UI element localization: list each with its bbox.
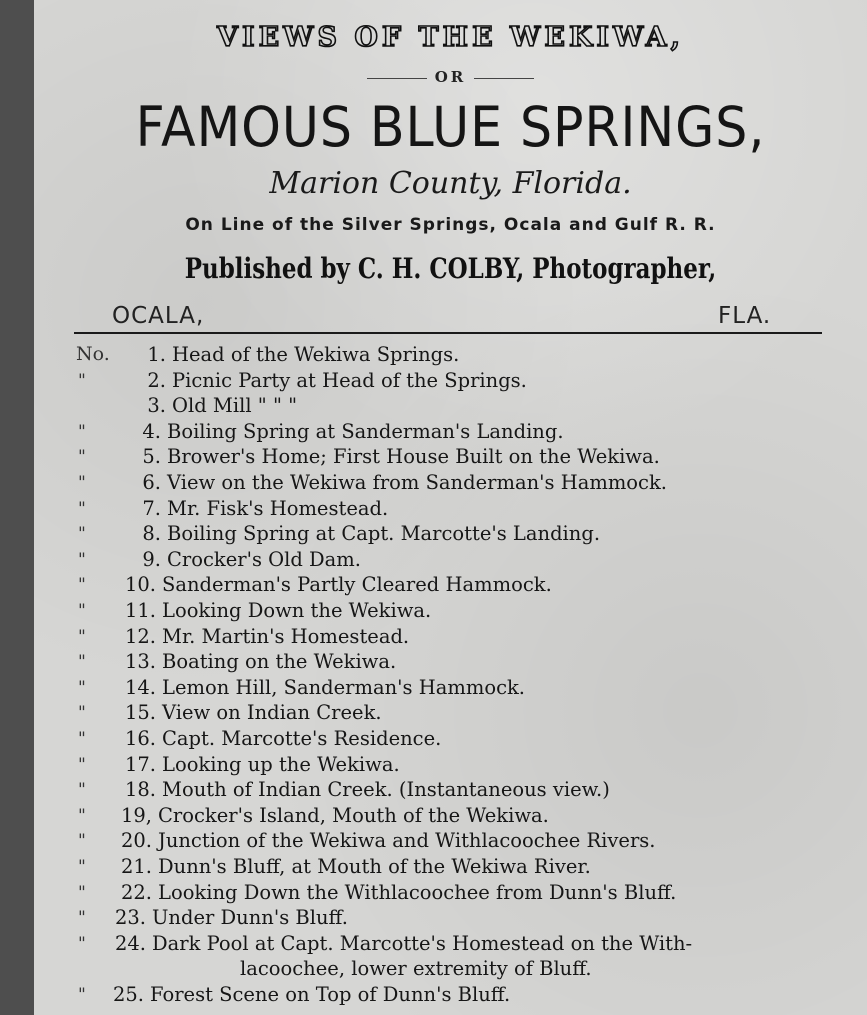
item-number: 7. (142, 496, 161, 520)
item-title: Mr. Fisk's Homestead. (167, 496, 389, 520)
item-number: 3. (147, 394, 166, 418)
list-item (34, 394, 867, 420)
item-number: 15. (124, 701, 156, 725)
ditto-mark: " (78, 908, 86, 929)
item-number: 17. (124, 752, 156, 776)
list-item (34, 829, 867, 855)
item-title: Lemon Hill, Sanderman's Hammock. (162, 675, 526, 699)
item-title: Junction of the Wekiwa and Withlacoochee Rivers. (158, 829, 656, 853)
list-item (34, 625, 867, 651)
ditto-mark: " (78, 703, 86, 724)
item-number: 9. (142, 547, 161, 571)
item-number: 5. (142, 445, 161, 469)
item-title: Crocker's Old Dam. (167, 547, 362, 571)
item-title: Picnic Party at Head of the Springs. (172, 368, 527, 392)
ditto-mark: " (78, 473, 86, 493)
item-title: Under Dunn's Bluff. (152, 906, 348, 930)
item-title: Boiling Spring at Sanderman's Landing. (167, 419, 564, 443)
item-title: View on the Wekiwa from Sanderman's Hammock. (167, 471, 667, 494)
ditto-mark: " (78, 857, 86, 877)
item-number: 10. (124, 573, 156, 597)
list-item (34, 548, 867, 574)
item-number: 22. (120, 880, 152, 904)
item-title: Looking up the Wekiwa. (162, 752, 400, 776)
item-number: 18. (124, 778, 156, 802)
item-title: Old Mill " " " (172, 394, 298, 418)
item-number: 24. (114, 931, 146, 955)
ditto-mark: " (78, 677, 86, 698)
county-line: Marion County, Florida. (269, 166, 632, 201)
item-title: View on Indian Creek. (162, 701, 382, 725)
item-24-continuation: lacoochee, lower extremity of Bluff. (240, 957, 592, 981)
ditto-mark: " (78, 805, 86, 826)
ditto-mark: " (78, 652, 86, 673)
item-number: 19, (120, 803, 152, 827)
item-number: 2. (147, 368, 166, 392)
title-top: VIEWS OF THE WEKIWA, (217, 22, 684, 53)
list-item (34, 599, 867, 625)
item-number: 23. (114, 906, 146, 930)
ditto-mark: No. (76, 343, 110, 365)
list-item (34, 881, 867, 907)
item-title: Dark Pool at Capt. Marcotte's Homestead on the With- (152, 931, 693, 955)
list-item (34, 906, 867, 932)
railroad-line: On Line of the Silver Springs, Ocala and Gulf R. R. (185, 215, 716, 235)
divider-rule-right (474, 78, 534, 79)
item-number: 11. (124, 599, 156, 622)
list-item (34, 522, 867, 548)
ditto-mark: " (78, 831, 86, 852)
ditto-mark: " (78, 882, 86, 903)
item-number: 13. (124, 650, 156, 674)
list-item (34, 855, 867, 881)
or-divider (34, 68, 867, 86)
item-number: 6. (142, 471, 161, 494)
list-item (34, 420, 867, 446)
list-item (34, 343, 867, 369)
divider-rule-left (367, 78, 427, 79)
list-item (34, 932, 867, 958)
or-text: OR (434, 68, 467, 86)
item-number: 8. (142, 522, 161, 546)
item-title: Brower's Home; First House Built on the Wekiwa. (167, 445, 660, 469)
list-item (34, 676, 867, 702)
item-number: 21. (120, 855, 152, 878)
item-title: Head of the Wekiwa Springs. (172, 343, 460, 366)
main-title: FAMOUS BLUE SPRINGS, (135, 95, 766, 159)
ditto-mark: " (78, 626, 86, 647)
item-number: 20. (120, 829, 152, 853)
place-city: OCALA, (112, 303, 205, 329)
ditto-mark: " (78, 933, 86, 954)
item-title: Looking Down the Wekiwa. (162, 599, 432, 622)
ditto-mark: " (78, 780, 86, 801)
list-item (34, 701, 867, 727)
ditto-mark: " (78, 370, 86, 391)
list-item (34, 445, 867, 471)
item-title: Crocker's Island, Mouth of the Wekiwa. (158, 803, 549, 827)
ditto-mark: " (78, 754, 86, 775)
ditto-mark: " (78, 549, 86, 570)
ditto-mark: " (78, 575, 86, 596)
publisher-line: Published by C. H. COLBY, Photographer, (184, 252, 717, 285)
item-number: 12. (124, 624, 156, 648)
list-item (34, 804, 867, 830)
ditto-mark: " (78, 498, 86, 519)
place-state: FLA. (718, 303, 772, 329)
item-title: Mouth of Indian Creek. (Instantaneous view.) (162, 778, 610, 802)
ditto-mark: " (78, 729, 86, 749)
item-title: Boating on the Wekiwa. (162, 650, 397, 674)
item-title: Sanderman's Partly Cleared Hammock. (162, 573, 552, 597)
list-item (34, 497, 867, 523)
item-number: 1. (147, 343, 166, 366)
list-item (34, 369, 867, 395)
list-item (34, 471, 867, 497)
item-title: Capt. Marcotte's Residence. (162, 727, 442, 750)
list-item (34, 650, 867, 676)
list-item (34, 753, 867, 779)
ditto-mark: " (78, 421, 86, 442)
ditto-mark: " (78, 601, 86, 621)
ditto-mark: " (78, 524, 86, 545)
header-rule (74, 332, 822, 334)
item-title: Mr. Martin's Homestead. (162, 624, 410, 648)
item-number: 14. (124, 675, 156, 699)
list-item (34, 778, 867, 804)
list-item (34, 983, 867, 1009)
ditto-mark: " (78, 985, 86, 1005)
item-title: Forest Scene on Top of Dunn's Bluff. (150, 983, 511, 1006)
item-title: Boiling Spring at Capt. Marcotte's Landing. (167, 522, 601, 546)
document-page (34, 0, 867, 1015)
item-number: 16. (124, 727, 156, 750)
ditto-mark: " (78, 447, 86, 468)
item-number: 4. (142, 419, 161, 443)
item-number: 25. (112, 983, 144, 1006)
list-item (34, 727, 867, 753)
item-title: Dunn's Bluff, at Mouth of the Wekiwa River. (158, 855, 591, 878)
list-item (34, 573, 867, 599)
item-title: Looking Down the Withlacoochee from Dunn's Bluff. (158, 880, 677, 904)
